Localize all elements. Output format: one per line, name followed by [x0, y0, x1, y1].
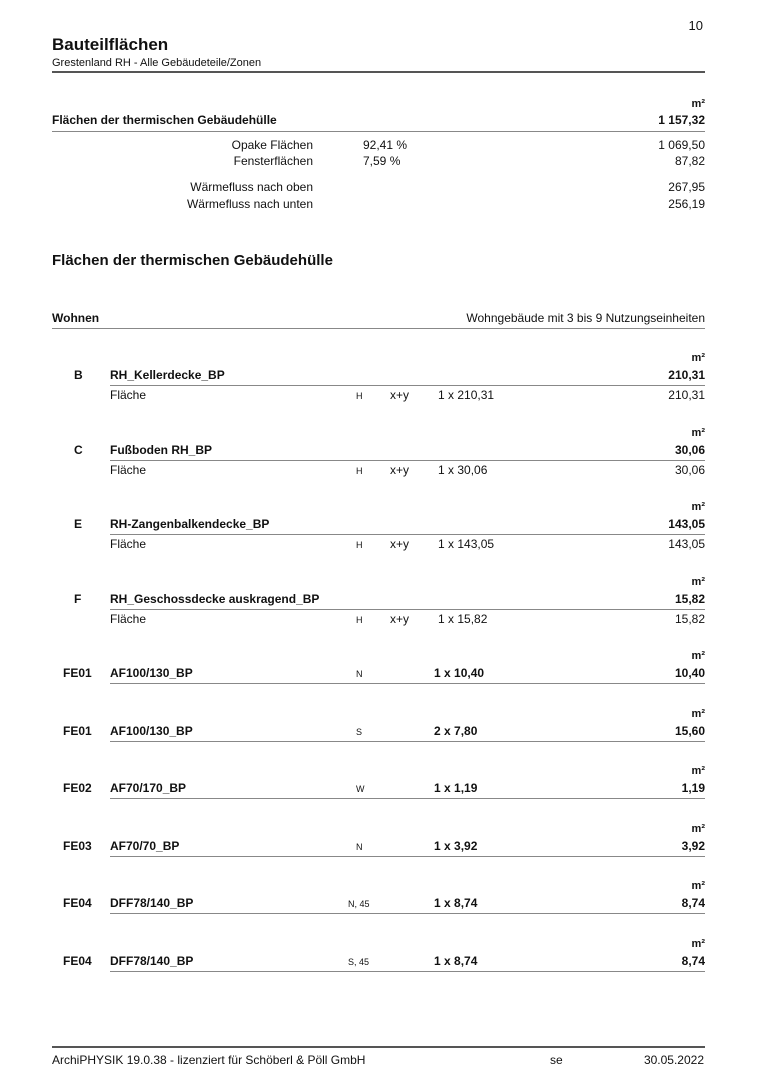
- summary-value: 256,19: [668, 197, 705, 211]
- window-divider: [110, 913, 705, 914]
- window-orientation: N: [356, 669, 363, 679]
- window-orientation: N, 45: [348, 899, 370, 909]
- window-orientation: N: [356, 842, 363, 852]
- detail-orientation: H: [356, 466, 363, 476]
- element-total: 30,06: [674, 443, 705, 457]
- summary-percent: 92,41 %: [363, 138, 408, 152]
- window-code: FE02: [63, 781, 92, 795]
- element-total: 143,05: [668, 517, 705, 531]
- window-unit: m²: [691, 708, 705, 720]
- window-code: FE03: [63, 839, 92, 853]
- zone-description: Wohngebäude mit 3 bis 9 Nutzungseinheiten: [466, 311, 705, 325]
- detail-label: Fläche: [110, 612, 147, 626]
- detail-value: 143,05: [668, 537, 705, 551]
- detail-value: 15,82: [674, 612, 705, 626]
- element-code: F: [74, 592, 82, 606]
- element-unit: m²: [691, 576, 705, 588]
- window-calc: 1 x 1,19: [434, 781, 478, 795]
- element-unit: m²: [691, 501, 705, 513]
- element-unit: m²: [691, 352, 705, 364]
- window-total: 8,74: [681, 896, 705, 910]
- element-total: 15,82: [674, 592, 705, 606]
- summary-label: Wärmefluss nach unten: [186, 197, 313, 211]
- detail-label: Fläche: [110, 463, 147, 477]
- summary-value: 1 069,50: [658, 138, 705, 152]
- detail-value: 210,31: [668, 388, 705, 402]
- detail-value: 30,06: [674, 463, 705, 477]
- element-divider: [110, 534, 705, 535]
- page-subtitle: Grestenland RH - Alle Gebäudeteile/Zonen: [52, 57, 262, 69]
- summary-value: 267,95: [668, 180, 705, 194]
- window-unit: m²: [691, 938, 705, 950]
- window-total: 10,40: [674, 666, 705, 680]
- element-divider: [110, 385, 705, 386]
- section-title: Flächen der thermischen Gebäudehülle: [52, 252, 333, 269]
- element-code: C: [74, 443, 83, 457]
- detail-calc: 1 x 15,82: [438, 612, 488, 626]
- window-name: AF100/130_BP: [110, 666, 193, 680]
- detail-calc: 1 x 30,06: [438, 463, 488, 477]
- detail-orientation: H: [356, 540, 363, 550]
- summary-value: 87,82: [674, 154, 705, 168]
- detail-orientation: H: [356, 615, 363, 625]
- window-code: FE04: [63, 954, 92, 968]
- window-divider: [110, 971, 705, 972]
- element-name: RH_Kellerdecke_BP: [110, 368, 225, 382]
- window-divider: [110, 856, 705, 857]
- window-code: FE04: [63, 896, 92, 910]
- window-name: DFF78/140_BP: [110, 896, 194, 910]
- detail-formula: x+y: [390, 537, 410, 551]
- detail-formula: x+y: [390, 612, 410, 626]
- detail-formula: x+y: [390, 388, 410, 402]
- window-unit: m²: [691, 823, 705, 835]
- footer-divider: [52, 1046, 705, 1048]
- summary-unit: m²: [691, 98, 705, 110]
- zone-divider: [52, 328, 705, 329]
- window-calc: 1 x 3,92: [434, 839, 478, 853]
- summary-label: Wärmefluss nach oben: [190, 180, 313, 194]
- footer-user: se: [550, 1053, 563, 1067]
- element-name: RH-Zangenbalkendecke_BP: [110, 517, 270, 531]
- element-code: E: [74, 517, 83, 531]
- detail-formula: x+y: [390, 463, 410, 477]
- summary-label: Fensterflächen: [233, 154, 313, 168]
- footer-software: ArchiPHYSIK 19.0.38 - lizenziert für Schöberl & Pöll GmbH: [52, 1053, 366, 1067]
- window-divider: [110, 683, 705, 684]
- window-total: 8,74: [681, 954, 705, 968]
- element-divider: [110, 460, 705, 461]
- element-name: Fußboden RH_BP: [110, 443, 212, 457]
- zone-name: Wohnen: [52, 311, 100, 325]
- window-name: AF100/130_BP: [110, 724, 193, 738]
- detail-label: Fläche: [110, 388, 147, 402]
- window-orientation: S: [356, 727, 363, 737]
- window-calc: 1 x 10,40: [434, 666, 485, 680]
- detail-calc: 1 x 210,31: [438, 388, 495, 402]
- element-total: 210,31: [668, 368, 705, 382]
- window-orientation: S, 45: [348, 957, 370, 967]
- window-unit: m²: [691, 880, 705, 892]
- window-divider: [110, 798, 705, 799]
- page-number: 10: [688, 18, 703, 33]
- summary-percent: 7,59 %: [363, 154, 401, 168]
- window-unit: m²: [691, 650, 705, 662]
- window-name: AF70/170_BP: [110, 781, 187, 795]
- header-divider: [52, 71, 705, 73]
- window-orientation: W: [356, 784, 365, 794]
- summary-label: Opake Flächen: [231, 138, 313, 152]
- element-name: RH_Geschossdecke auskragend_BP: [110, 592, 320, 606]
- summary-divider: [52, 131, 705, 132]
- window-total: 15,60: [674, 724, 705, 738]
- window-name: AF70/70_BP: [110, 839, 180, 853]
- window-unit: m²: [691, 765, 705, 777]
- window-name: DFF78/140_BP: [110, 954, 194, 968]
- window-calc: 1 x 8,74: [434, 954, 478, 968]
- window-code: FE01: [63, 724, 92, 738]
- footer-date: 30.05.2022: [643, 1053, 704, 1067]
- window-calc: 1 x 8,74: [434, 896, 478, 910]
- detail-calc: 1 x 143,05: [438, 537, 495, 551]
- summary-total: 1 157,32: [658, 113, 705, 127]
- window-code: FE01: [63, 666, 92, 680]
- element-code: B: [74, 368, 83, 382]
- window-total: 1,19: [681, 781, 705, 795]
- page-title: Bauteilflächen: [52, 35, 169, 54]
- detail-label: Fläche: [110, 537, 147, 551]
- element-unit: m²: [691, 427, 705, 439]
- window-calc: 2 x 7,80: [434, 724, 478, 738]
- summary-title: Flächen der thermischen Gebäudehülle: [52, 113, 277, 127]
- element-divider: [110, 609, 705, 610]
- detail-orientation: H: [356, 391, 363, 401]
- window-total: 3,92: [681, 839, 705, 853]
- window-divider: [110, 741, 705, 742]
